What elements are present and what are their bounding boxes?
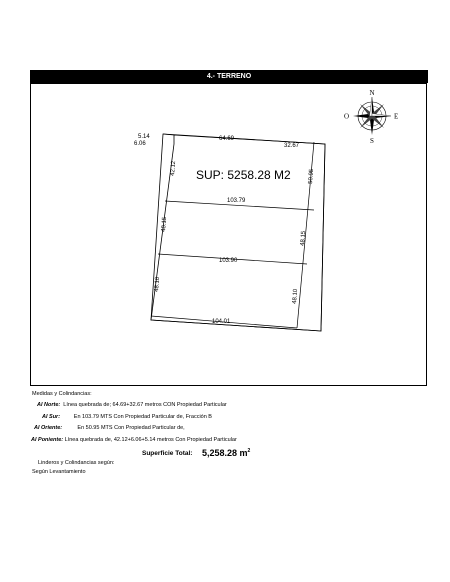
medidas-heading: Medidas y Colindancias: bbox=[32, 391, 92, 397]
compass-s: S bbox=[370, 137, 374, 145]
boundary-text: En 50.95 MTS Con Propiedad Particular de, bbox=[77, 425, 185, 431]
boundary-row-north bbox=[37, 402, 227, 408]
section-title: 4.- TERRENO bbox=[206, 73, 252, 80]
boundary-text: En 103.79 MTS Con Propiedad Particular de, Fracción B bbox=[73, 414, 212, 420]
boundary-label: Al Sur: bbox=[42, 414, 61, 420]
boundary-label: Al Oriente: bbox=[34, 425, 63, 431]
dim-top-left: 64.69 bbox=[219, 136, 235, 142]
dim-left-upper: 42.12 bbox=[170, 160, 178, 177]
compass-o: O bbox=[344, 112, 350, 121]
parcel-outline bbox=[151, 134, 325, 331]
dim-left-lower: 48.10 bbox=[154, 276, 162, 293]
linderos-heading: Linderos y Colindancias según: bbox=[38, 460, 115, 466]
dim-bottom: 104.01 bbox=[212, 319, 231, 325]
parcel-boundary bbox=[151, 134, 325, 331]
dim-mid-line-2: 103.90 bbox=[219, 258, 238, 264]
dim-top-right: 32.67 bbox=[284, 143, 300, 149]
boundary-row-east bbox=[34, 425, 185, 431]
boundary-row-west bbox=[31, 437, 237, 443]
total-area-number: 5,258.28 m bbox=[202, 448, 248, 458]
dim-top-small-b: 6.06 bbox=[134, 141, 146, 147]
area-label: SUP: 5258.28 M2 bbox=[196, 168, 291, 182]
plot-plan-drawing bbox=[31, 84, 428, 387]
boundary-row-south bbox=[42, 414, 212, 420]
total-area-label: Superficie Total: bbox=[142, 450, 193, 457]
dim-right-upper: 50.95 bbox=[308, 168, 316, 185]
dim-left-mid: 48.15 bbox=[161, 216, 169, 233]
dim-right-mid: 48.15 bbox=[300, 230, 308, 247]
total-area-value bbox=[202, 448, 250, 458]
plot-plan-frame bbox=[30, 83, 427, 386]
compass-n: N bbox=[369, 89, 375, 97]
boundary-text: Línea quebrada de; 64.69+32.67 metros CON Propiedad Particular bbox=[63, 402, 227, 408]
total-area-exponent: 2 bbox=[247, 448, 251, 454]
linderos-source: Según Levantamiento bbox=[32, 469, 86, 475]
boundary-label: Al Poniente: bbox=[31, 437, 64, 443]
compass-e: E bbox=[394, 112, 399, 121]
dim-mid-line-1: 103.79 bbox=[227, 198, 246, 204]
compass-rose-icon bbox=[344, 89, 398, 145]
boundary-label: Al Norte: bbox=[37, 402, 61, 408]
dim-right-lower: 48.10 bbox=[292, 288, 300, 305]
dim-top-small-a: 5.14 bbox=[138, 134, 150, 140]
boundary-text: Línea quebrada de, 42.12+6.06+5.14 metros Con Propiedad Particular bbox=[64, 437, 237, 443]
section-title-bar bbox=[30, 70, 428, 83]
